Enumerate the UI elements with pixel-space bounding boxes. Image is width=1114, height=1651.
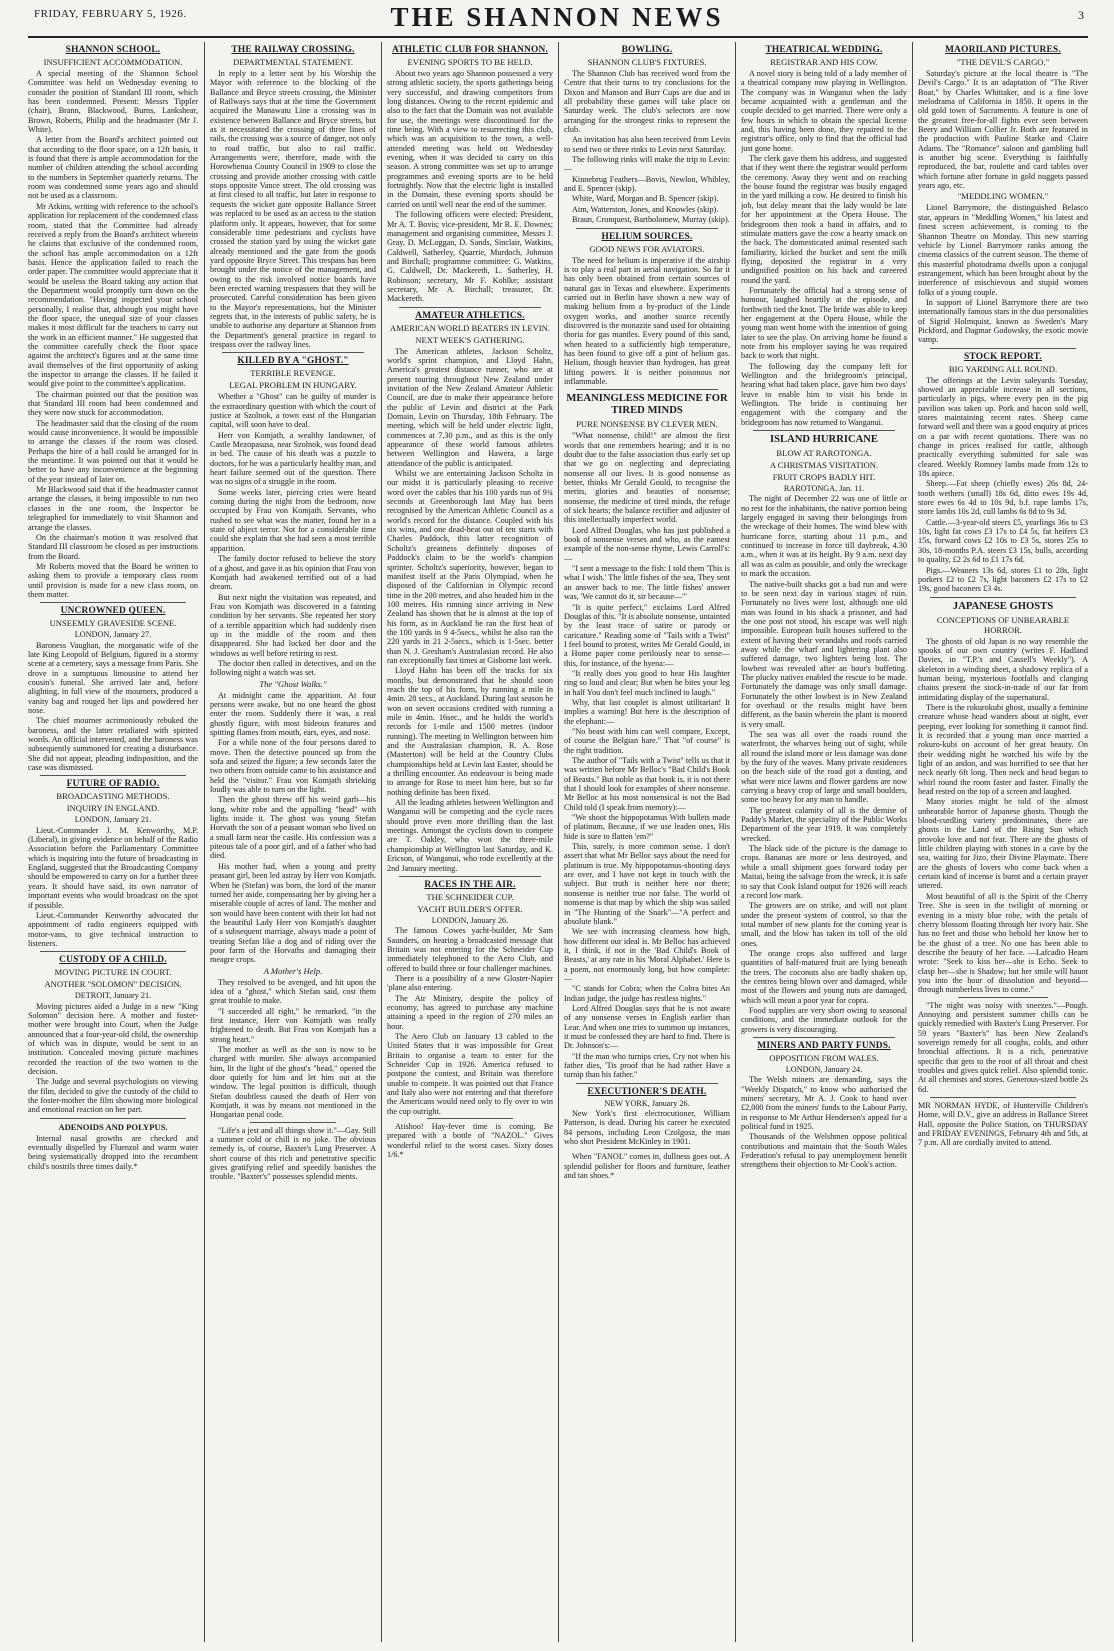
advert-paragraph: Atishoo! Hay-fever time is coming. Be prepared with a bottle of "NAZOL." Gives wonderful relief to the worst cases. Sixty doses 1/6.* <box>387 1122 553 1160</box>
paragraph: The Aero Club on January 13 cabled to the United States that it was impossible for Great Britain to organise a team to enter for the Schneider Cup in 1926. America refused to postpone the contest, and Britain was therefore unable to compete. It was pointed out that France and Italy also were not entering and that therefore the Americans would need only to fly over to win the cup outright. <box>387 1031 553 1116</box>
paragraph: Why, that last couplet is almost utilitarian! It implies a warning! But here is the description of the elephant:— <box>564 697 730 726</box>
paragraph: An invitation has also been received from Levin to send two or three rinks to Levin next Saturday. <box>564 135 730 154</box>
verse: "I sent a message to the fish: I told them 'This is what I wish.' The little fishes of the sea, They sent an answer back to me. The little fishes' answer was, 'We cannot do it, sir because—'" <box>564 564 730 602</box>
paragraph: The clerk gave them his address, and suggested that if they went there the registrar would perform the ceremony. Away they went and on reaching the house found the registrar was busily engaged in the yard milking a cow. He desired to finish his job, but delay meant that the lady would be late for her appointment at the Opera House. The bridegroom then took a hand in affairs, and to stimulate matters gave the cow a hearty smack on the back. The domesticated animal resented such familiarity, kicked the bucket and sent the milk flying, deposited the registrar in a very undignified position on his back and careered round the yard. <box>741 154 907 285</box>
paragraph: Whilst we are entertaining Jackson Scholtz in our midst it is particularly pleasing to receive word over the cables that his 100 yards run of 9¾ seconds at Greenborough last May has been recognised by the American Athletic Council as a world's record for the distance. Coupled with his six wins, and one dead-heat out of ten starts with Charles Paddock, this latter recognition of Scholtz's greatness definitely disposes of Paddock's claim to be the world's champion sprinter. Scholtz's superiority, however, began to manifest itself at the Paris Olympiad, when he disposed of the Californian in Olympic record time in the 200 metres, and also headed him in the 100 metres. His running since arriving in New Zealand has shown that he is almost at the top of his form, as in Auckland he ran the first heat of the 100 yards in 9 4-5secs., whilst he also ran the 220 yards in 21 2-5secs., which is 1-5sec. better than N. J. Gresham's Australasian record. He also ran exceptionally fast times at Gisborne last week. <box>387 469 553 665</box>
paragraph: Sheep.—Fat sheep (chiefly ewes) 26s 8d, 24-tooth wethers (small) 18s 6d, ditto ewes 19s 4d, store ewes 6s 4d to 10s 9d, b.f. rape lambs 17s, store lambs 10s 2d, cull lambs 6s 8d to 9s 3d. <box>918 479 1088 517</box>
paragraph: The native-built shacks got a bad run and were to be seen next day in various stages of ruin. Fortunately no lives were lost, although one old man was found in his shack a prisoner, and had the one post not stood, his escape was well nigh impossible. European built houses suffered to the extent of having their verandahs and roofs carried away while the wharf and lightering plant also suffered damage, two lighters being lost. The lowbest was revealed after an hour's buffeting. The plucky natives enabled the rescue to be made. Fortunately the damage was only small damage. Fortunately the other lowbest is in New Zealand for overhaul or the results might have been different, as the basin wherein the plant is moored is very small. <box>741 579 907 729</box>
paragraph: Lloyd Hahn has been off the tracks for six months, but demonstrated that he should soon reach the top of his form, by running a mile in 4min. 28 secs., at Auckland. During last season he won on seven occasions credited with running a mile in 4min. 16sec., and he holds the world's records for 1-mile and 1500 metres (indoor running). The meeting in Wellington between him and the Australasian champion, R. A. Rose (Masterton) will be held at the Country Clubs championships held at Levin last Easter, should be a thrilling encounter. An endeavour is being made to arrange for Rose to meet him here, but so far nothing definite has been fixed. <box>387 666 553 797</box>
columns <box>28 42 1090 1642</box>
article-rule <box>576 389 718 390</box>
article-rule <box>40 602 186 603</box>
column-rule <box>381 42 382 1642</box>
paragraph: There is the rokurokubi ghost, usually a feminine creature whose head wanders about at night, ever peeping, ever looking for something it cannot find. It is recorded that a young man once married a rokuro-kubi on account of her great beauty. On their wedding night he watched his wife by the light of an andon, and was horrified to see that her neck nearly 6ft long. Then neck and head began to whirl round the room faster and faster. Finally the head rested on the top of a screen and laughed. <box>918 702 1088 797</box>
paragraph: New York's first electrocutioner, William Patterson, is dead. During his career he executed 84 persons, including Leon Czolgosz, the man who shot President McKinley in 1901. <box>564 1109 730 1147</box>
paragraph: Fortunately the official had a strong sense of humour, laughed heartily at the episode, and forthwith tied the knot. The bride was able to keep her engagement at the Opera House, while the young man went home with the intention of going later to see the play. On arriving home he found a note from his employer saying he was required back to work that night. <box>741 285 907 361</box>
paragraph: The offerings at the Levin saleyards Tuesday, showed an appreciable increase in all sections, particularly in pigs, where every pen in the pig pavilion was taken up. Pork and bacon sold well, stores maintaining recent rates. Sheep came forward well and there was a good enquiry at prices on a par with recent quotations. There was no change in prices realised for cattle, although practically everything submitted for sale was cleared. Weekly Romney lambs made from 12s to 18s apiece. <box>918 375 1088 479</box>
paragraph: The author of "Tails with a Twist" tells us that it was written before Mr Belloc's "Bad Child's Book of Beasts." But noble as that book is, it is not there that I should look for examples of sheer nonsense. Mr Belloc at his most nonsensical is not the Bad Child told (I speak from memory):— <box>564 756 730 812</box>
article-rule <box>930 597 1076 598</box>
subhead: REGISTRAR AND HIS COW. <box>770 57 878 67</box>
subhead: OPPOSITION FROM WALES. <box>769 1053 879 1063</box>
masthead <box>0 0 1114 40</box>
article-rule <box>399 876 541 877</box>
article-rule <box>958 997 1048 998</box>
paragraph: The following rinks will make the trip to Levin:— <box>564 155 730 174</box>
advert-paragraph: "The night was noisy with sneezes."—Pough. Annoying and persistent summer chills can be quickly remedied with Baxter's Lung Preserver. For 59 years "Baxter's" has been New Zealand's sovereign remedy for all coughs, colds, and other bronchial affections. It is a rich, penetrative specific that gets to the root of all throat and chest troubles and gives quick relief. Also splendid tonic. At all chemists and stores. Generous-sized bottle 2s 6d. <box>918 1000 1088 1094</box>
subhead: UNSEEMLY GRAVESIDE SCENE. <box>49 618 177 629</box>
article-rule <box>753 430 895 431</box>
subhead: BIG YARDING ALL ROUND. <box>948 363 1058 374</box>
paragraph: The black side of the picture is the damage to crops. Bananas are more or less destroyed, and while a small shipment goes forward today per Maitai, being the salvage from the wreck, it is safe to say that Cook Island output for 1926 will reach a record low mark. <box>741 844 907 900</box>
paragraph: The greatest calamity of all is the demise of Paddy's Market, the speciality of the Public Works Department of the year 1919. It was completely wrecked. <box>741 805 907 843</box>
dateline: DETROIT, January 21. <box>74 991 152 1001</box>
article-rule <box>40 951 186 952</box>
headline-miners-party-funds: MINERS AND PARTY FUNDS. <box>757 1041 891 1051</box>
article-rule <box>399 307 541 308</box>
paragraph: A novel story is being told of a lady member of a theatrical company now playing in Wellington. The company was in Wanganui when the lady became acquainted with a gentleman and the couple decided to get married. There were only a few hours in which to obtain the special license and, this having been done, they repaired to the registrar's office, only to find that the official had just gone home. <box>741 69 907 153</box>
headline-amateur-athletics: AMATEUR ATHLETICS. <box>415 310 525 321</box>
subhead: TERRIBLE REVENGE. <box>250 368 336 379</box>
dateline: LONDON, January 21. <box>74 815 152 825</box>
paragraph: The Air Ministry, despite the policy of economy, has agreed to purchase any machine attaining a speed in the region of 270 miles an hour. <box>387 993 553 1031</box>
section-subhead: A Mother's Help. <box>263 965 323 976</box>
column-rule <box>735 42 736 1642</box>
advert-paragraph: "Life's a jest and all things show it."—Gay. Still a summer cold or chill is no joke. The obvious remedy is, of course, Baxter's Lung Preserver. A short course of this rich and penetrative specific gives gratifying relief and speedily banishes the trouble. "Baxter's" possesses splendid ments. <box>210 1125 376 1182</box>
paragraph: Lord Alfred Douglas, who has just published a book of nonsense verses and who, as the earnest example of the non-sense rhyme, Lewis Carroll's:— <box>564 525 730 563</box>
headline-theatrical-wedding: THEATRICAL WEDDING. <box>765 45 883 55</box>
paragraph: Saturday's picture at the local theatre is "The Devil's Cargo." It is an adaptation of "The River Boat," by Charles Whittaker, and is a fine love melodrama of California in 1850. It opens in the old gold town of Sacramento. A feature is one of the greatest free-for-all fights ever seen between Beery and William Collier Jr. Both are featured in the production with Pauline Starke and Claire Adams. The "Romance" saloon and gambling hall is another big scene. Everything is faithfully reproduced, the bar, roulette and card tables over which fortune after fortune in gold nuggets passed years ago, etc. <box>918 69 1088 191</box>
paragraph: The following officers were elected: President, Mr A. T. Bovis; vice-president, Mr R. E. Downes; management and organising committee, Messrs J. Gray, D. McLoggan, D. Sands, Sinclair, Watkins, Caldwell, Satherley, Quarrie, Murdoch, Johnson and Birchall; programme committee: G. Watkins, G. Caldwell, Dr. Mackereth, L. Satherley, H. Robinson; secretary, Mr F. Kohlke; assistant secretary, Mr A. Birchall; treasurer, Dr. Mackereth. <box>387 210 553 304</box>
paragraph: There is a possibility of a new Gloster-Napier 'plane also entering. <box>387 973 553 993</box>
paragraph: The need for helium is imperative if the airship is to play a real part in aerial navigation. So far it has only been obtained from certain sources of natural gas in Texas and elsewhere. Experiments carried out in Berlin have shown a new way of making helium from a by-product of the Linde oxygen works, and another source recently discovered is the monazite sand used for obtaining thoria for gas mantles. Every pound of this sand, when heated to a sufficiently high temperature, has been found to give off a pint of helium gas. Helium, though heavier than hydrogen, has great lifting powers. It is neither poisonous nor inflammable. <box>564 255 730 386</box>
headline-railway-crossing: THE RAILWAY CROSSING. <box>231 45 355 55</box>
article-rule <box>576 1083 718 1084</box>
paragraph: The following day the company left for Wellington and the bridegroom's principal, hearing what had taken place, gave him two days' leave to enable him to visit his bride in Wellington. The bride is continuing her engagement with the company and the bridegroom has now returned to Wanganui. <box>741 361 907 427</box>
paragraph: Mr Roberts moved that the Board be written to asking them to provide a temporary class room until provision is made for a new class room, on them matter. <box>28 561 198 599</box>
paragraph: A special meeting of the Shannon School Committee was held on Wednesday evening to consider the position of Standard III room, which has been condemned. Present: Messrs Tippler (chair), Brann, Blackwood, Burns, Lankshear, Brown, Roberts, Philip and the headmaster (Mr J. White). <box>28 69 198 135</box>
subhead: THE SCHNEIDER CUP. <box>426 891 514 902</box>
rink-list-item: Braun, Cronquest, Bartholomew, Murray (skip). <box>572 215 730 225</box>
subhead: PURE NONSENSE BY CLEVER MEN. <box>576 419 718 430</box>
subhead: "MEDDLING WOMEN." <box>957 191 1049 202</box>
paragraph: Pigs.—Weaners 13s 6d, stores £1 to 28s, light porkers £2 to £2 7s, light baconers £2 17s to £2 19s, good baconers £3 4s. <box>918 565 1088 594</box>
subhead: GOOD NEWS FOR AVIATORS. <box>589 243 705 254</box>
subhead: DEPARTMENTAL STATEMENT. <box>232 57 353 67</box>
headline-future-of-radio: FUTURE OF RADIO. <box>66 779 160 790</box>
column-2 <box>210 42 376 1642</box>
article-rule <box>40 1118 186 1119</box>
paragraph: Internal nasal growths are checked and eventually dispelled by Fluenzol and warm water being systematically dropped into the recumbent child's nostrils three times daily.* <box>28 1133 198 1171</box>
page-number: 3 <box>1078 8 1084 22</box>
column-4 <box>564 42 730 1642</box>
paragraph: Lord Alfred Douglas says that he is not aware of any nonsense verses in English earlier than Lear. And when one tries to summon up instances, it must be confessed they are hard to find. There is Dr. Johnson's:— <box>564 1003 730 1051</box>
column-rule <box>558 42 559 1642</box>
rink-list-item: Kinnebrug Feathers—Bovis, Newlon, Whibley, and E. Spencer (skip). <box>564 174 730 194</box>
paragraph: The Welsh miners are demanding, says the "Weekly Dispatch," to know who authorised the miners' secretary, Mr A. J. Cook to hand over £2,000 from the miners' funds to the Labour Party, in response to Mr Arthur Henderson's appeal for a political fund in 1925. <box>741 1075 907 1132</box>
paragraph: The Shannon Club has received word from the Centre that their turns to try conclusions for the Dixon and Manson and Burr Cups are due and in all probability these games will take place on Saturday week. The club's selectors are now arranging for the strongest rinks to represent the club. <box>564 69 730 135</box>
article-rule <box>250 1122 336 1123</box>
paragraph: Lionel Barrymore, the distinguished Belasco star, appears in "Meddling Women," his latest and finest screen achievement, is coming to the Shannon Theatre on Monday. This new starring vehicle by Lionel Barrymore ranks among the cinema classics of the current season. The theme of this masterful photodrama dwells upon a conjugal estrangement, which has been brought about by the interference of mischievous and stupid women folks of a young couple. <box>918 203 1088 297</box>
paragraph: Most beautiful of all is the Spirit of the Cherry Tree. She is seen in the twilight of morning or evening in a misty blue robe, with the petals of cherry blossom floating through her ivory hair. She has no feet and those who behold her know her to be the ghost of a tree. No one has been able to describe the beauty of her face. —Lafcadio Hearn wrote: "Seek to kiss her—she is Echo. Seek to clasp her—she is Shadow; but her smile will haunt you into the hour of dissolution and beyond—through numberless lives to come." <box>918 891 1088 995</box>
paragraph: "It is quite perfect," exclaims Lord Alfred Douglas of this. "It is absolute nonsense, untainted by the least trace of satire or parody or caricature." Reading some of "Tails with a Twist" I feel bound to protest, writes Mr Gerald Gould, in a Home paper come perilously near to sense—this, for instance, of the hyena:— <box>564 602 730 668</box>
verse: "It really does you good to hear His laughter ring so loud and clear; But when he bites your leg in half You don't feel much inclined to laugh." <box>564 668 730 697</box>
section-subhead: The "Ghost Walks." <box>259 678 327 689</box>
subhead: NEXT WEEK'S GATHERING. <box>415 334 525 345</box>
subhead: SHANNON CLUB'S FIXTURES. <box>587 57 707 67</box>
subhead: MOVING PICTURE IN COURT. <box>54 967 172 978</box>
headline-meaningless-medicine: MEANINGLESS MEDICINE FOR TIRED MINDS <box>566 393 728 417</box>
paragraph: The orange crops also suffered and large quantities of half-matured fruit are lying beneath the trees. The coconuts also are badly shaken up, the centres being blown over and damaged, while most of the flowers and young nuts are damaged, which will mean a poor year for copra. <box>741 948 907 1005</box>
paragraph: Moving pictures aided a Judge in a new "King Solomon" decision here. A mother and foster-mother were brought into Court, when the Judge announced that a four-year-old child, the ownership of which was in dispute, would be sent to an institution. Concealed moving picture machines recorded the reaction of the two women to the decision. <box>28 1001 198 1076</box>
headline-shannon-school: SHANNON SCHOOL. <box>65 45 161 55</box>
subhead: A CHRISTMAS VISITATION. <box>769 460 879 471</box>
verse: "If the man who turnips cries, Cry not when his father dies, 'Tis proof that he had rather Have a turnip than his father." <box>564 1051 730 1080</box>
article-rule <box>930 348 1076 349</box>
paragraph: Mr Blackwood said that if the headmaster cannot arrange the classes, it being impossible to run two classes in the one room, the Inspector be telegraphed for immediately to visit Shannon and arrange the classes. <box>28 485 198 532</box>
subhead: ANOTHER "SOLOMON" DECISION. <box>44 979 182 990</box>
article-rule <box>222 352 364 353</box>
subhead: LEGAL PROBLEM IN HUNGARY. <box>229 380 357 391</box>
paragraph: This, surely, is more common sense. I don't assert that what Mr Belloc says about the need for platinum is true. My hippopotamus-shooting days are over, and I have not kept in touch with the subject. But truth is neither here nor there; nonsense is neither true nor false. The world of nonsense is that map by which the ship was sailed in "The Hunting of the Snark"—"A perfect and absolute blank." <box>564 842 730 926</box>
subhead: AMERICAN WORLD BEATERS IN LEVIN. <box>389 322 550 333</box>
dateline: LONDON, January 24. <box>785 1065 863 1074</box>
paragraph: Many stories might be told of the almost unbearable horror of Japanese ghosts. Though the blood-curdling variety predominates, there are ghosts in the Land of the Rising Sun which provoke love and not fear. There are the ghosts of little children playing with stones in a cave by the sea, waiting for Jizo, their Divine Playmate. There are the ghosts of lovers who come back when a certain kind of incense is burnt and a certain prayer uttered. <box>918 797 1088 891</box>
headline-bowling: BOWLING. <box>621 45 673 55</box>
verse: "C stands for Cobra; when the Cobra bites An Indian judge, the judge has restless nights." <box>564 984 730 1003</box>
paragraph: The American athletes, Jackson Scholtz, world's sprint champion, and Lloyd Hahn, America's greatest distance runner, who are at present touring throughout New Zealand under invitation of the New Zealand Amateur Athletic Council, are due to make their appearance before the public of Levin and district at the Park Domain, Levin on Thursday, 18th February. The meeting, which will be held under electric light, commences at 7.30 p.m., and as this is the only appearance of these world famous athletes between Wellington and Hawera, a large attendance of the public is anticipated. <box>387 346 553 468</box>
paragraph: Food supplies are very short owing to seasonal conditions, and the immediate outlook for the growers is very discouraging. <box>741 1005 907 1034</box>
paragraph: The chief mourner acrimoniously rebuked the baroness, and the latter retaliated with spirited words. An official intervened, and the baroness was subsequently summoned for creating a disturbance. She did not appear, pleading indisposition, and the case was dismissed. <box>28 716 198 773</box>
rink-list-item: White, Ward, Morgan and B. Spencer (skip). <box>572 194 719 204</box>
paragraph: Cattle.—3-year-old steers £5, yearlings 36s to £3 10s, light fat cows £3 17s to £4 5s, fat heifers £3 15s, forward cows £2 10s to £3 5s, stores 25s to 30s, 18-months P.A. steers £3 15s, bulls, according to quality, £2 2s 6d to £1 17s 6d. <box>918 517 1088 565</box>
paragraph: The sea was all over the roads round the waterfront, the wharves being out of sight, while all round the island more or less damage was done by the fury of the waves. Many private residences on the beach side of the road got a dusting, and what were nice lawns and flower gardens are now carrying a heavy crop of large and small boulders, some too heavy for any man to handle. <box>741 730 907 805</box>
headline-helium-sources: HELIUM SOURCES. <box>601 231 693 242</box>
subhead: INSUFFICIENT ACCOMMODATION. <box>43 57 183 67</box>
paragraph: In support of Lionel Barrymore there are two internationally famous stars in the duo personalities of Sigrid Holmquist, known as Sweden's Mary Pickford, and Dagmar Godowsky, the exotic movie vamp. <box>918 297 1088 345</box>
paragraph: Baroness Vaughan, the morganatic wife of the late King Leopold of Belgium, figured in a stormy scene at a cemetery, says a message from Paris. She drove in a sumptuous limousine to attend her cousin's funeral. She arrived late and, before alighting, in full view of the mourners, produced a vanity bag and rouged her lips and powdered her nose. <box>28 640 198 715</box>
paragraph: On the chairman's motion it was resolved that Standard III classroom be closed as per instructions from the Board. <box>28 532 198 561</box>
subhead: "THE DEVIL'S CARGO." <box>956 57 1050 67</box>
issue-date: FRIDAY, FEBRUARY 5, 1926. <box>34 8 187 20</box>
subhead: EVENING SPORTS TO BE HELD. <box>407 57 533 67</box>
rink-list-item: Aim, Watterston, Jones, and Knowles (skip). <box>572 204 719 214</box>
paragraph: About two years ago Shannon possessed a very strong athletic society, the sports gatherings being very successful, and drawing competitors from long distances. Owing to the recent epidemic and also to the fact that the Domain was not available for use, the meetings were discontinued for the time being. With a view to resurrecting this club, which was an acquisition to the town, a well-attended meeting was held on Wednesday evening, when it was decided to carry on this season. A strong committee was set up to arrange programmes and evening sports are to be held fortnightly. Now that the electric light is installed in the Domain, these evening sports should be carried on until well near the end of the summer. <box>387 69 553 209</box>
subhead: YACHT BUILDER'S OFFER. <box>417 903 523 914</box>
column-rule <box>204 42 205 1642</box>
verse: "We shoot the hippopotamus With bullets made of platinum, Because, if we use leaden ones, His hide is sure to flatten 'em?" <box>564 813 730 841</box>
paragraph: His mother had, when a young and pretty peasant girl, been led astray by Herr von Komjath. When he (Stefan) was born, the lord of the manor turned her aside, compensating her by giving her a miserable couple of acres of land. The mother and son would have been content with their lot had not the beautiful Lady Herr von Komjath's daughter of a subsequent marriage, always made a point of treating Stefan like a dog and of riding over the poor farm of the Horvaths and damaging their meagre crops. <box>210 861 376 965</box>
dateline: RAROTONGA, Jan. 11. <box>783 484 865 494</box>
masthead-rule <box>28 36 1088 38</box>
headline-uncrowned-queen: UNCROWNED QUEEN. <box>60 606 166 617</box>
paragraph: The growers are on strike, and will not plant under the present system of control, so that the total number of new plants for the coming year is small, and the blow has taken its toll of the old ones. <box>741 901 907 948</box>
article-rule <box>753 1037 895 1038</box>
column-6 <box>918 42 1088 1642</box>
article-rule <box>604 1148 690 1149</box>
paragraph: The night of December 22 was one of little or no rest for the inhabitants, the native portion being largely engaged in saving their belongings from the wreckage of their homes. The wind blew with hurricane force, starting about 11 p.m., and continued to increase in force till daybreak, 4.30 a.m., when it was at its height. By 9 a.m. next day all was as calm as possible, and only the wreckage to mark the occasion. <box>741 494 907 579</box>
dateline: LONDON, January 26. <box>431 915 509 925</box>
paragraph: Then the ghost threw off his weird garb—his long, white robe and the appalling "head" with lights inside it. The ghost was young Stefan Horvath the son of a peasant woman who lived on a small farm near the castle. His confession was a piteous tale of a poor girl, and of a father who had died. <box>210 795 376 861</box>
paragraph: The famous Cowes yacht-builder, Mr Sam Saunders, on hearing a broadcasted message that Britain was not entering for the Schneider Cup immediately telephoned to the Aero Club, and offered to build three or four challenger machines. <box>387 926 553 973</box>
paragraph: Some weeks later, piercing cries were heard coming during the night from the bedroom, now occupied by Frau von Komjath. Servants, who rushed to see what was the matter, found her in a state of abject terror. Not for a considerable time could she explain that she had seen a most terrible apparition. <box>210 487 376 553</box>
paragraph: The chairman pointed out that the position was that Standard III room had been condemned and they were now stuck for accommodation. <box>28 389 198 418</box>
paragraph: The mother as well as the son is now to be charged with murder. She always accompanied him, lit the light of the ghost's "head," opened the door quietly for him and let him out at the window. The legal position is difficult, though Stefan doubtless caused the death of Herr von Komjath, it was by means not mentioned in the Hungarian penal code. <box>210 1045 376 1120</box>
headline-stock-report: STOCK REPORT. <box>964 351 1042 362</box>
headline-island-hurricane: ISLAND HURRICANE <box>769 434 878 446</box>
article-rule <box>930 1097 1076 1098</box>
paragraph: A letter from the Board's architect pointed out that according to the floor space, on a 12ft basis, it is found that there is ample accommodation for the number of children attending the school according to the numbers in September quarterly returns. The room was condemned some years ago and should not be used as a classroom. <box>28 135 198 201</box>
subhead: BROADCASTING METHODS. <box>56 791 170 802</box>
paragraph: Thousands of the Welshmen oppose political contributions and maintain that the South Wales Federation's refusal to pay unemployment benefit strengthens their objection to Mr Cook's action. <box>741 1132 907 1170</box>
headline-custody-of-a-child: CUSTODY OF A CHILD. <box>59 955 167 966</box>
column-3 <box>387 42 553 1642</box>
paragraph: The ghosts of old Japan is no way resemble the spooks of our own country (writes F. Hadland Davies, in "T.P.'s and Cassell's Weekly"). A skeleton in a winding sheet, a shadowy replica of a human being, mysterious footfalls and clanging chains present the stock-in-trade of our far from intimidating display of the supernatural. <box>918 636 1088 702</box>
paragraph: Mr Atkins, writing with reference to the school's application for replacement of the condemned class room, stated that the Committee had already received a reply from the Board's architect wherein he claims that exclusive of the condemned room, the school has ample accommodation on a 12ft basis. Hence the application failed to reach the order paper. The committee would appreciate that it would be useless the Board taking any action that the Department would promptly turn down on the recommendation. "Having inspected your school personally, I realise that, although you might have the floor space, the unequal size of your classes makes it most difficult for the teachers to carry out the work in an efficient manner." He suggested that the committee carefully check the floor space against the architect's figures and at the same time avail themselves of the first opportunity of asking the inspector to arrange the classes. If he failed it would give point to the committee's application. <box>28 201 198 389</box>
verse: "No beast with him can well compare, Except, of course the Belgian hare." That "of course" is the right tradition. <box>564 726 730 755</box>
headline-races-in-the-air: RACES IN THE AIR. <box>424 879 516 890</box>
paragraph: The family doctor refused to believe the story of a ghost, and gave it as his opinion that Frau von Komjath had awakened terrified out of a bad dream. <box>210 554 376 592</box>
paragraph: At midnight came the apparition. At four persons were awake, but no one heard the ghost enter the room. Suddenly there it was, a real ghostly figure, with most hideous features and spitting flames from mouth, ears, eyes, and nose. <box>210 690 376 737</box>
headline-maoriland-pictures: MAORILAND PICTURES. <box>945 45 1061 55</box>
subhead: BLOW AT RAROTONGA. <box>776 448 872 459</box>
subhead: INQUIRY IN ENGLAND. <box>66 803 160 814</box>
headline-executioners-death: EXECUTIONER'S DEATH. <box>587 1086 707 1097</box>
column-1 <box>28 42 198 1642</box>
paragraph: The Judge and several psychologists on viewing the film, decided to give the custody of the child to the foster-mother the film showing more biological and emotional reaction on her part. <box>28 1077 198 1115</box>
paragraph: Lieut.-Commander J. M. Kenworthy, M.P. (Liberal), in giving evidence on behalf of the Radio Association before the Parliamentary Committee which is inquiring into the future of broadcasting in England, suggested that the Broadcasting Company should be empowered to carry on for a further three years. It should have said, its own narrator of important events who would broadcast on the spot if possible. <box>28 825 198 910</box>
column-rule <box>912 42 913 1642</box>
column-5 <box>741 42 907 1642</box>
headline-athletic-club: ATHLETIC CLUB FOR SHANNON. <box>391 45 549 55</box>
paragraph: But next night the visitation was repeated, and Frau von Komjath was discovered in a fainting condition by her servants. She repeated her story of a terrible apparition which had suddenly risen up in the middle of the room and then disappeared. She had locked her door and the windows as well before retiring to rest. <box>210 592 376 658</box>
article-rule <box>40 775 186 776</box>
paragraph: The doctor then called in detectives, and on the following night a watch was set. <box>210 658 376 678</box>
paragraph: All the leading athletes between Wellington and Wanganui will be competing and the cycle races should prove even more thrilling than the last meetings. Amongst the cyclists down to compete are T. Oakley, who won the three-mile championship at Wellington last Saturday, and K. Ericson, of Wanganui, who rode excellently at the 2nd January meeting. <box>387 798 553 873</box>
subhead: CONCEPTIONS OF UNBEARABLE HORROR. <box>936 614 1070 635</box>
paragraph: "I succeeded all right," he remarked, "in the first instance, Herr von Komjath was really frightened to death. But Frau von Komjath has a strong heart." <box>210 1006 376 1044</box>
dateline: LONDON, January 27. <box>74 630 152 640</box>
headline-japanese-ghosts: JAPANESE GHOSTS <box>952 600 1054 612</box>
paragraph: They resolved to be avenged, and hit upon the idea of a "ghost," which Stefan said, cost them great trouble to make. <box>210 977 376 1006</box>
headline-killed-by-ghost: KILLED BY A "GHOST." <box>237 356 349 367</box>
advert-paragraph: When "FANOL" comes in, dullness goes out. A splendid polisher for floors and furniture, leather and tan shoes.* <box>564 1152 730 1181</box>
paragraph: Whether a "Ghost" can be guilty of murder is the extraordinary question with which the court of justice at Szolnok, a town east of the Hungarian capital, will soon have to deal. <box>210 392 376 430</box>
headline-adenoids: ADENOIDS AND POLYPUS. <box>58 1121 168 1132</box>
article-rule <box>427 1118 513 1119</box>
notice-norman-hyde: MR NORMAN HYDE, of Hunterville Children's Home, will D.V., give an address in Ballance Street Hall, opposite the Police Station, on THURSDAY and FRIDAY EVENINGS, February 4th and 5th, at 7 p.m. All are cordially invited to attend. <box>918 1101 1088 1148</box>
paragraph: In reply to a letter sent by his Worship the Mayor with reference to the blocking of the Ballance and Bryce streets crossing, the Minister of Railways says that at the time the Government acquired the Manawatu Line a crossing was in existence between Ballance and Bryce streets, but as it necessitated the crossing of three lines of rails, the crossing was a source of danger, not only to road traffic, but also to rail traffic. Arrangements were, therefore, made with the Horowhenua County Council in 1909 to close the crossing and provide another crossing with cattle stops opposite Vance street. The old crossing was at first closed to all traffic, but later in response to requests the wicket gate opposite Ballance Street was replaced to be used as an access to the station platform only. It appears, however, that for some considerable time pedestrians and cyclists have crossed the station yard by using the wicket gate already mentioned and the gate from the goods yard opposite Bryce Street. This trespass has been brought under the notice of the management, and owing to the risk involved notice boards have been erected warning trespassers that they will be prosecuted. Careful consideration has been given to the Mayor's representations, but the Minister regrets that, in the interests of public safety, he is unable to authorise any departure at Shannon from the Department's general practice in regard to trespass over the railway lines. <box>210 69 376 349</box>
paragraph: Herr von Komjath, a wealthy landowner, of Castle Mezopasusa, near Szolnok, was found dead in bed. The cause of his death was a puzzle to doctors, for he was a particularly healthy man, and heart failure seemed out of the question. There was no signs of a struggle in the room. <box>210 430 376 487</box>
article-rule <box>576 228 718 229</box>
paragraph: We see with increasing clearness how high, how different our ideal is. Mr Belloc has achieved it, I think, if not in the 'Bad Child's Book of Beasts,' at any rate in his 'Moral Alphabet.' Here is a poem, not enormously long, but how complete:— <box>564 927 730 983</box>
paragraph: For a while none of the four persons dared to move. Then the detective pounced up from the sofa and seized the figure; a few seconds later the two others from outside came to his assistance and held the "visitor." Frau von Komjath shrieking loudly was able to turn on the light. <box>210 738 376 795</box>
paragraph: The headmaster said that the closing of the room would cause inconvenience. It would be impossible to arrange the classes if the room was closed. Perhaps the hire of a hall could be arranged for in the meantime. It was pointed out that it would be better to have any inconvenience at the beginning of the year instead of later on. <box>28 418 198 484</box>
subhead: FRUIT CROPS BADLY HIT. <box>772 472 876 483</box>
dateline: NEW YORK, January 26. <box>604 1098 690 1108</box>
newspaper-title: THE SHANNON NEWS <box>390 2 724 32</box>
paragraph: Lieut.-Commander Kenworthy advocated the appointment of radio engineers equipped with motor-vans, to give technical instruction to listeners. <box>28 910 198 948</box>
paragraph: "What nonsense, child!" are almost the first words that one remembers hearing; and it is no doubt due to the false association thus early set up that we go on neglecting and depreciating nonsense all our lives. It is good nonsense as better, thinks Mr Gerald Gould, to recognise the merits, glories and beauties of nonsense; nonsense, the medicine of tired minds, the refuge of sick hearts; the balance rectifier and adjuster of this intellectually imperfect world. <box>564 431 730 525</box>
